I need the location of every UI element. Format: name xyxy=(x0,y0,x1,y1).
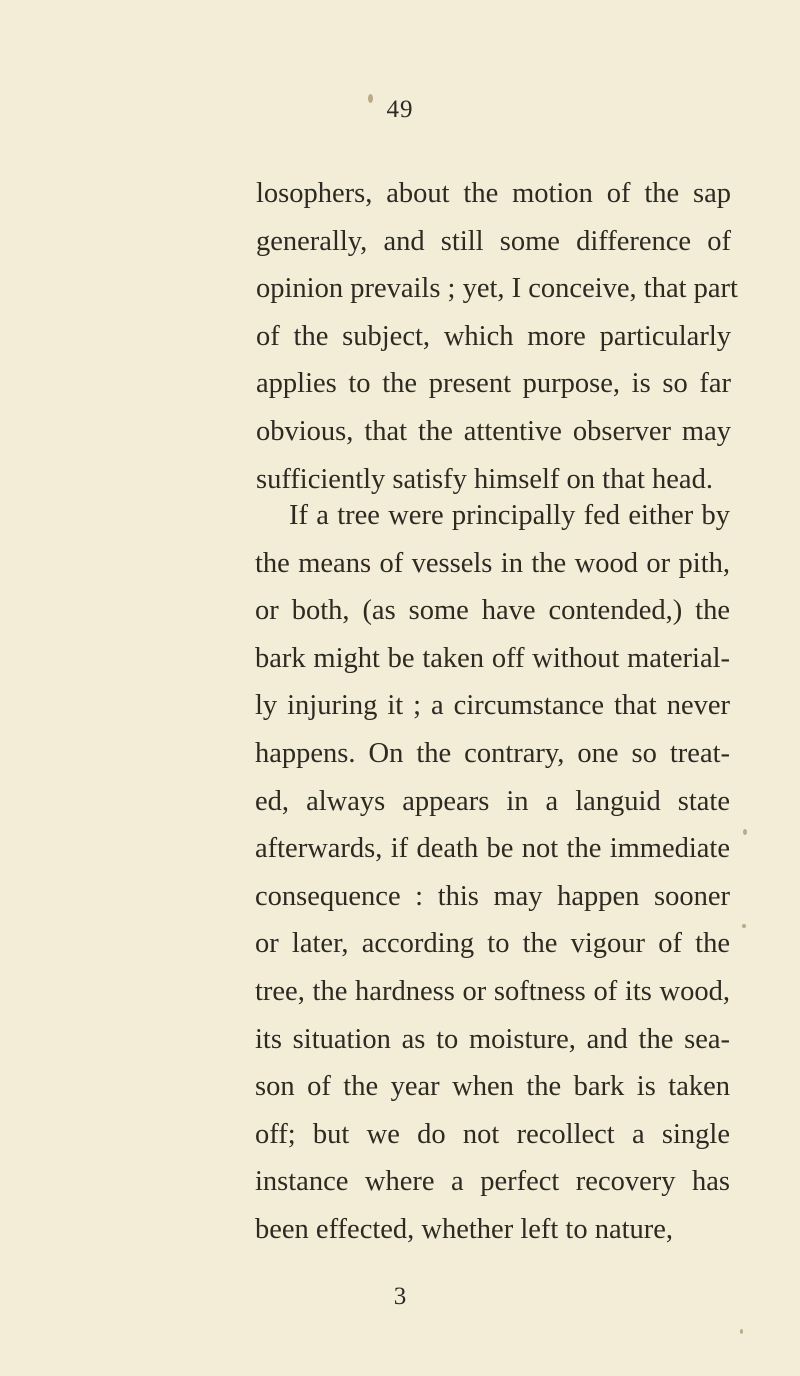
page-number: 49 xyxy=(386,96,414,123)
paper-speck xyxy=(743,829,747,835)
text-line: applies to the present purpose, is so far xyxy=(256,368,731,400)
paragraph-1 xyxy=(256,170,738,503)
text-line: instance where a perfect recovery has xyxy=(255,1166,730,1198)
text-line: ly injuring it ; a circumstance that never xyxy=(255,690,730,722)
text-line: consequence : this may happen sooner xyxy=(255,880,730,912)
text-line: ed, always appears in a languid state xyxy=(255,785,730,817)
text-line: bark might be taken off without material- xyxy=(255,642,730,674)
text-line: obvious, that the attentive observer may xyxy=(256,415,731,447)
text-line: tree, the hardness or softness of its wood, xyxy=(255,975,730,1007)
text-line: If a tree were principally fed either by xyxy=(289,500,730,531)
text-line: off; but we do not recollect a single xyxy=(255,1118,730,1150)
text-line: happens. On the contrary, one so treat- xyxy=(255,737,730,769)
paper-speck xyxy=(742,924,746,928)
text-line: or both, (as some have contended,) the xyxy=(255,595,730,627)
text-line: generally, and still some difference of xyxy=(256,225,731,257)
paper-speck xyxy=(368,94,373,103)
text-line: sufficiently satisfy himself on that head. xyxy=(256,463,713,495)
text-line: losophers, about the motion of the sap xyxy=(256,178,731,209)
text-line: the means of vessels in the wood or pith, xyxy=(255,547,730,579)
text-line: been effected, whether left to nature, xyxy=(255,1213,674,1245)
text-line: or later, according to the vigour of the xyxy=(255,928,730,960)
paragraph-2 xyxy=(255,492,730,1254)
text-line: its situation as to moisture, and the sea- xyxy=(255,1023,730,1055)
text-line: afterwards, if death be not the immediate xyxy=(255,833,730,865)
text-line: son of the year when the bark is taken xyxy=(255,1071,730,1103)
text-line: opinion prevails ; yet, I conceive, that part xyxy=(256,273,738,305)
paper-speck xyxy=(740,1329,743,1334)
signature-mark: 3 xyxy=(393,1283,407,1310)
text-line: of the subject, which more particularly xyxy=(256,320,731,352)
